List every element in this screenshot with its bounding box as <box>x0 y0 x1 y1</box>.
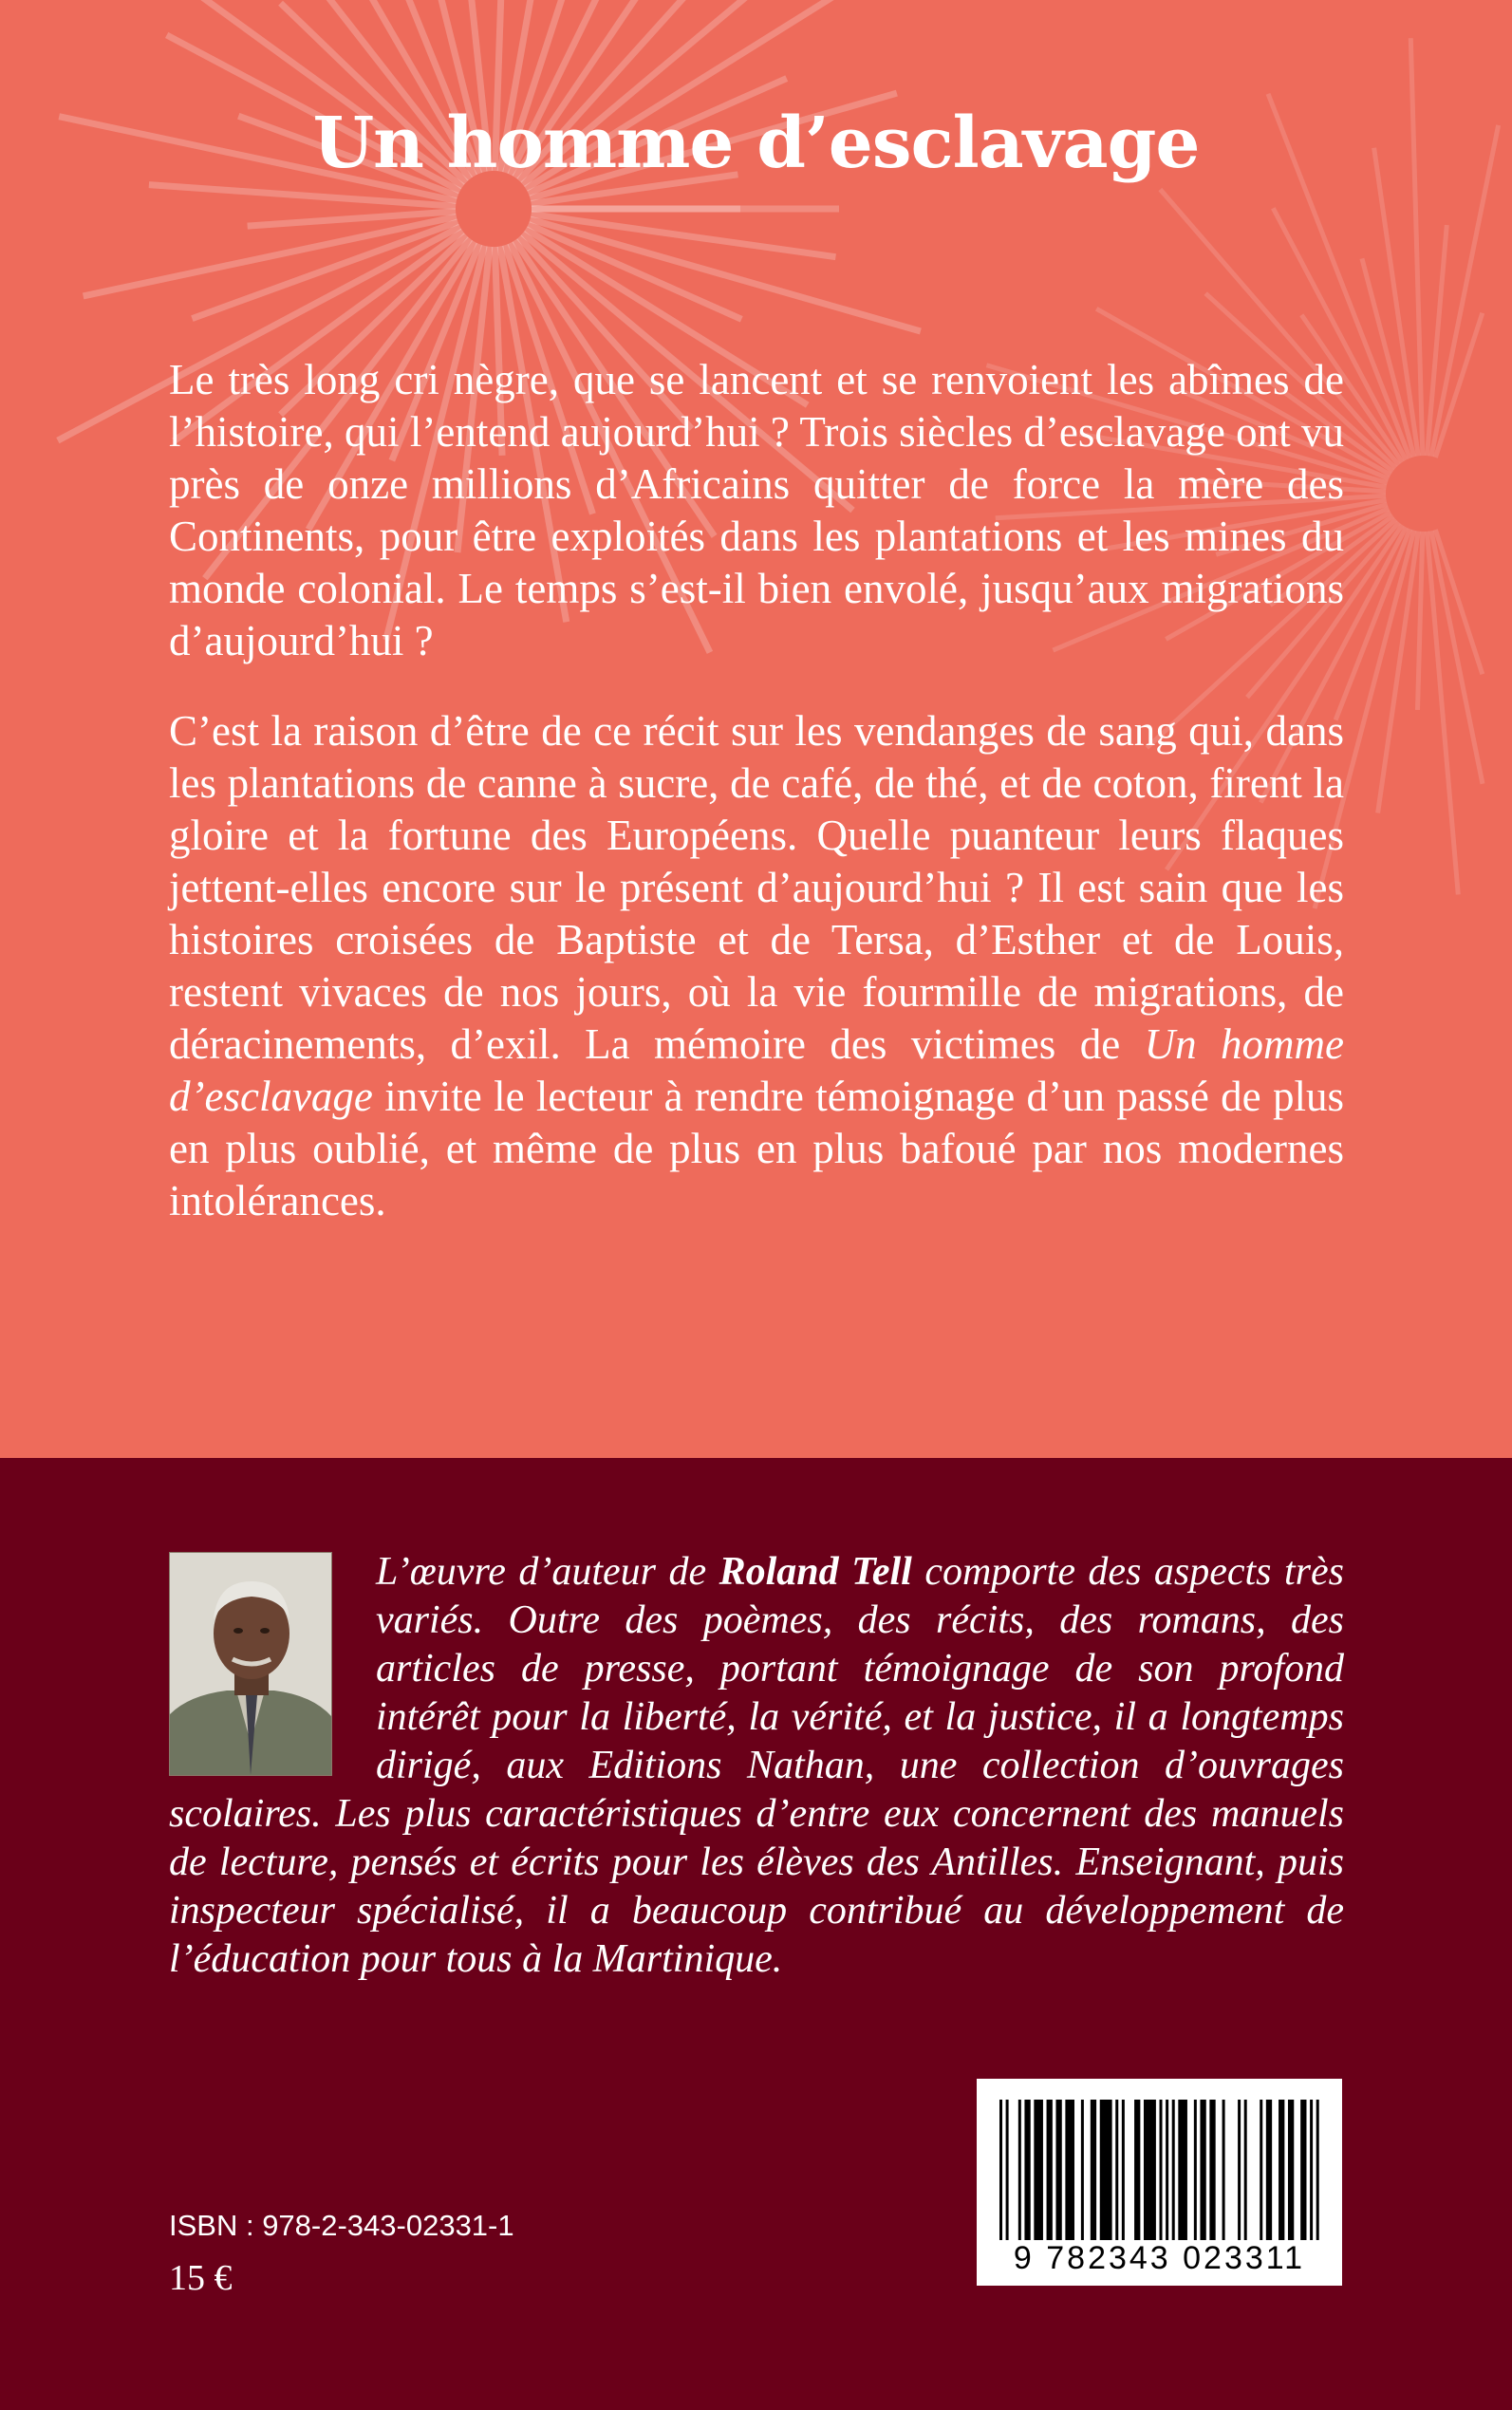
barcode-bar <box>1144 2100 1156 2240</box>
palm-ray <box>1435 313 1482 458</box>
barcode-bar <box>1300 2100 1306 2240</box>
barcode-bar <box>1178 2100 1187 2240</box>
barcode-bar <box>1018 2100 1021 2240</box>
barcode-bar <box>1209 2100 1215 2240</box>
barcode-bar <box>1310 2100 1313 2240</box>
barcode-bar <box>1160 2100 1163 2240</box>
barcode-bar <box>1065 2100 1074 2240</box>
blurb-paragraph-2-text-b: invite le lecteur à rendre témoignage d’un passé de plus en plus oublié, et même de plus en plus bafoué par nos modernes intolérances. <box>169 1073 1344 1224</box>
barcode-bar <box>1122 2100 1125 2240</box>
blurb-book-title-reference: Un homme d’esclavage <box>169 1020 1344 1120</box>
barcode-bar <box>1316 2100 1319 2240</box>
barcode-bars <box>999 2100 1319 2240</box>
barcode-number: 9 782343 023311 <box>1013 2240 1306 2276</box>
barcode-bar <box>1279 2100 1284 2240</box>
barcode-bar <box>1238 2100 1241 2240</box>
barcode-bar <box>1047 2100 1053 2240</box>
book-title: Un homme d’esclavage <box>312 103 1200 184</box>
author-bio <box>169 1548 1344 1984</box>
barcode-bar <box>1172 2100 1175 2240</box>
barcode-bar <box>1091 2100 1096 2240</box>
barcode-bar <box>1223 2100 1225 2240</box>
barcode-bar <box>1034 2100 1043 2240</box>
barcode-bar <box>1260 2100 1262 2240</box>
barcode-bar <box>1024 2100 1030 2240</box>
palm-ray <box>1417 532 1422 710</box>
author-name: Roland Tell <box>719 1550 912 1594</box>
barcode-bar <box>1006 2100 1009 2240</box>
photo-space <box>169 1548 376 1772</box>
barcode-bar <box>1244 2100 1247 2240</box>
barcode-bar <box>1100 2100 1112 2240</box>
blurb-paragraph-1: Le très long cri nègre, que se lancent et se renvoient les abîmes de l’histoire, qui l’entend aujourd’hui ? Trois siècles d’esclavage ont vu près de onze millions d’Africains quitter de force la mère des Continents, pour être exploités dans les plantations et les mines du monde colonial. Le temps s’est-il bien envolé, jusqu’aux migrations d’aujourd’hui ? <box>169 356 1344 664</box>
isbn: ISBN : 978-2-343-02331-1 <box>169 2209 514 2242</box>
barcode-bar <box>1055 2100 1061 2240</box>
barcode-bar <box>1194 2100 1197 2240</box>
barcode-bar <box>1200 2100 1205 2240</box>
barcode-bar <box>999 2100 1002 2240</box>
barcode-bar <box>1166 2100 1168 2240</box>
barcode-bar <box>1288 2100 1294 2240</box>
barcode-bar <box>1115 2100 1118 2240</box>
barcode-bar <box>1134 2100 1140 2240</box>
barcode-bar <box>1266 2100 1272 2240</box>
barcode <box>977 2079 1342 2286</box>
price: 15 € <box>169 2258 233 2298</box>
palm-ray <box>1435 530 1482 674</box>
author-bio-text-a: L’œuvre d’auteur de <box>376 1550 719 1594</box>
palm-ray <box>1410 38 1423 456</box>
author-bio-text-b: comporte des aspects très variés. Outre des poèmes, des récits, des romans, des articles de presse, portant témoignage de son profond intérêt pour la liberté, la vérité, et la justice, il a longtemps dirigé, aux Editions Nathan, une collection d’ouvrages scolaires. Les plus caractéristiques d’entre eux concernent des manuels de lecture, pensés et écrits pour les élèves des Antilles. Enseignant, puis inspecteur spécialisé, il a beaucoup contribué au développement de l’éducation pour tous à la Martinique. <box>169 1550 1344 1981</box>
blurb-paragraph-2 <box>169 705 1344 1227</box>
barcode-bar <box>1081 2100 1084 2240</box>
blurb-paragraph-2-text-a: C’est la raison d’être de ce récit sur les vendanges de sang qui, dans les plantations de canne à sucre, de café, de thé, et de coton, firent la gloire et la fortune des Européens. Quelle puanteur leurs flaques jettent-elles encore sur le présent d’aujourd’hui ? Il est sain que les histoires croisées de Baptiste et de Tersa, d’Esther et de Louis, restent vivaces de nos jours, où la vie fourmille de migrations, de déracinements, d’exil. La mémoire des victimes de <box>169 707 1344 1068</box>
